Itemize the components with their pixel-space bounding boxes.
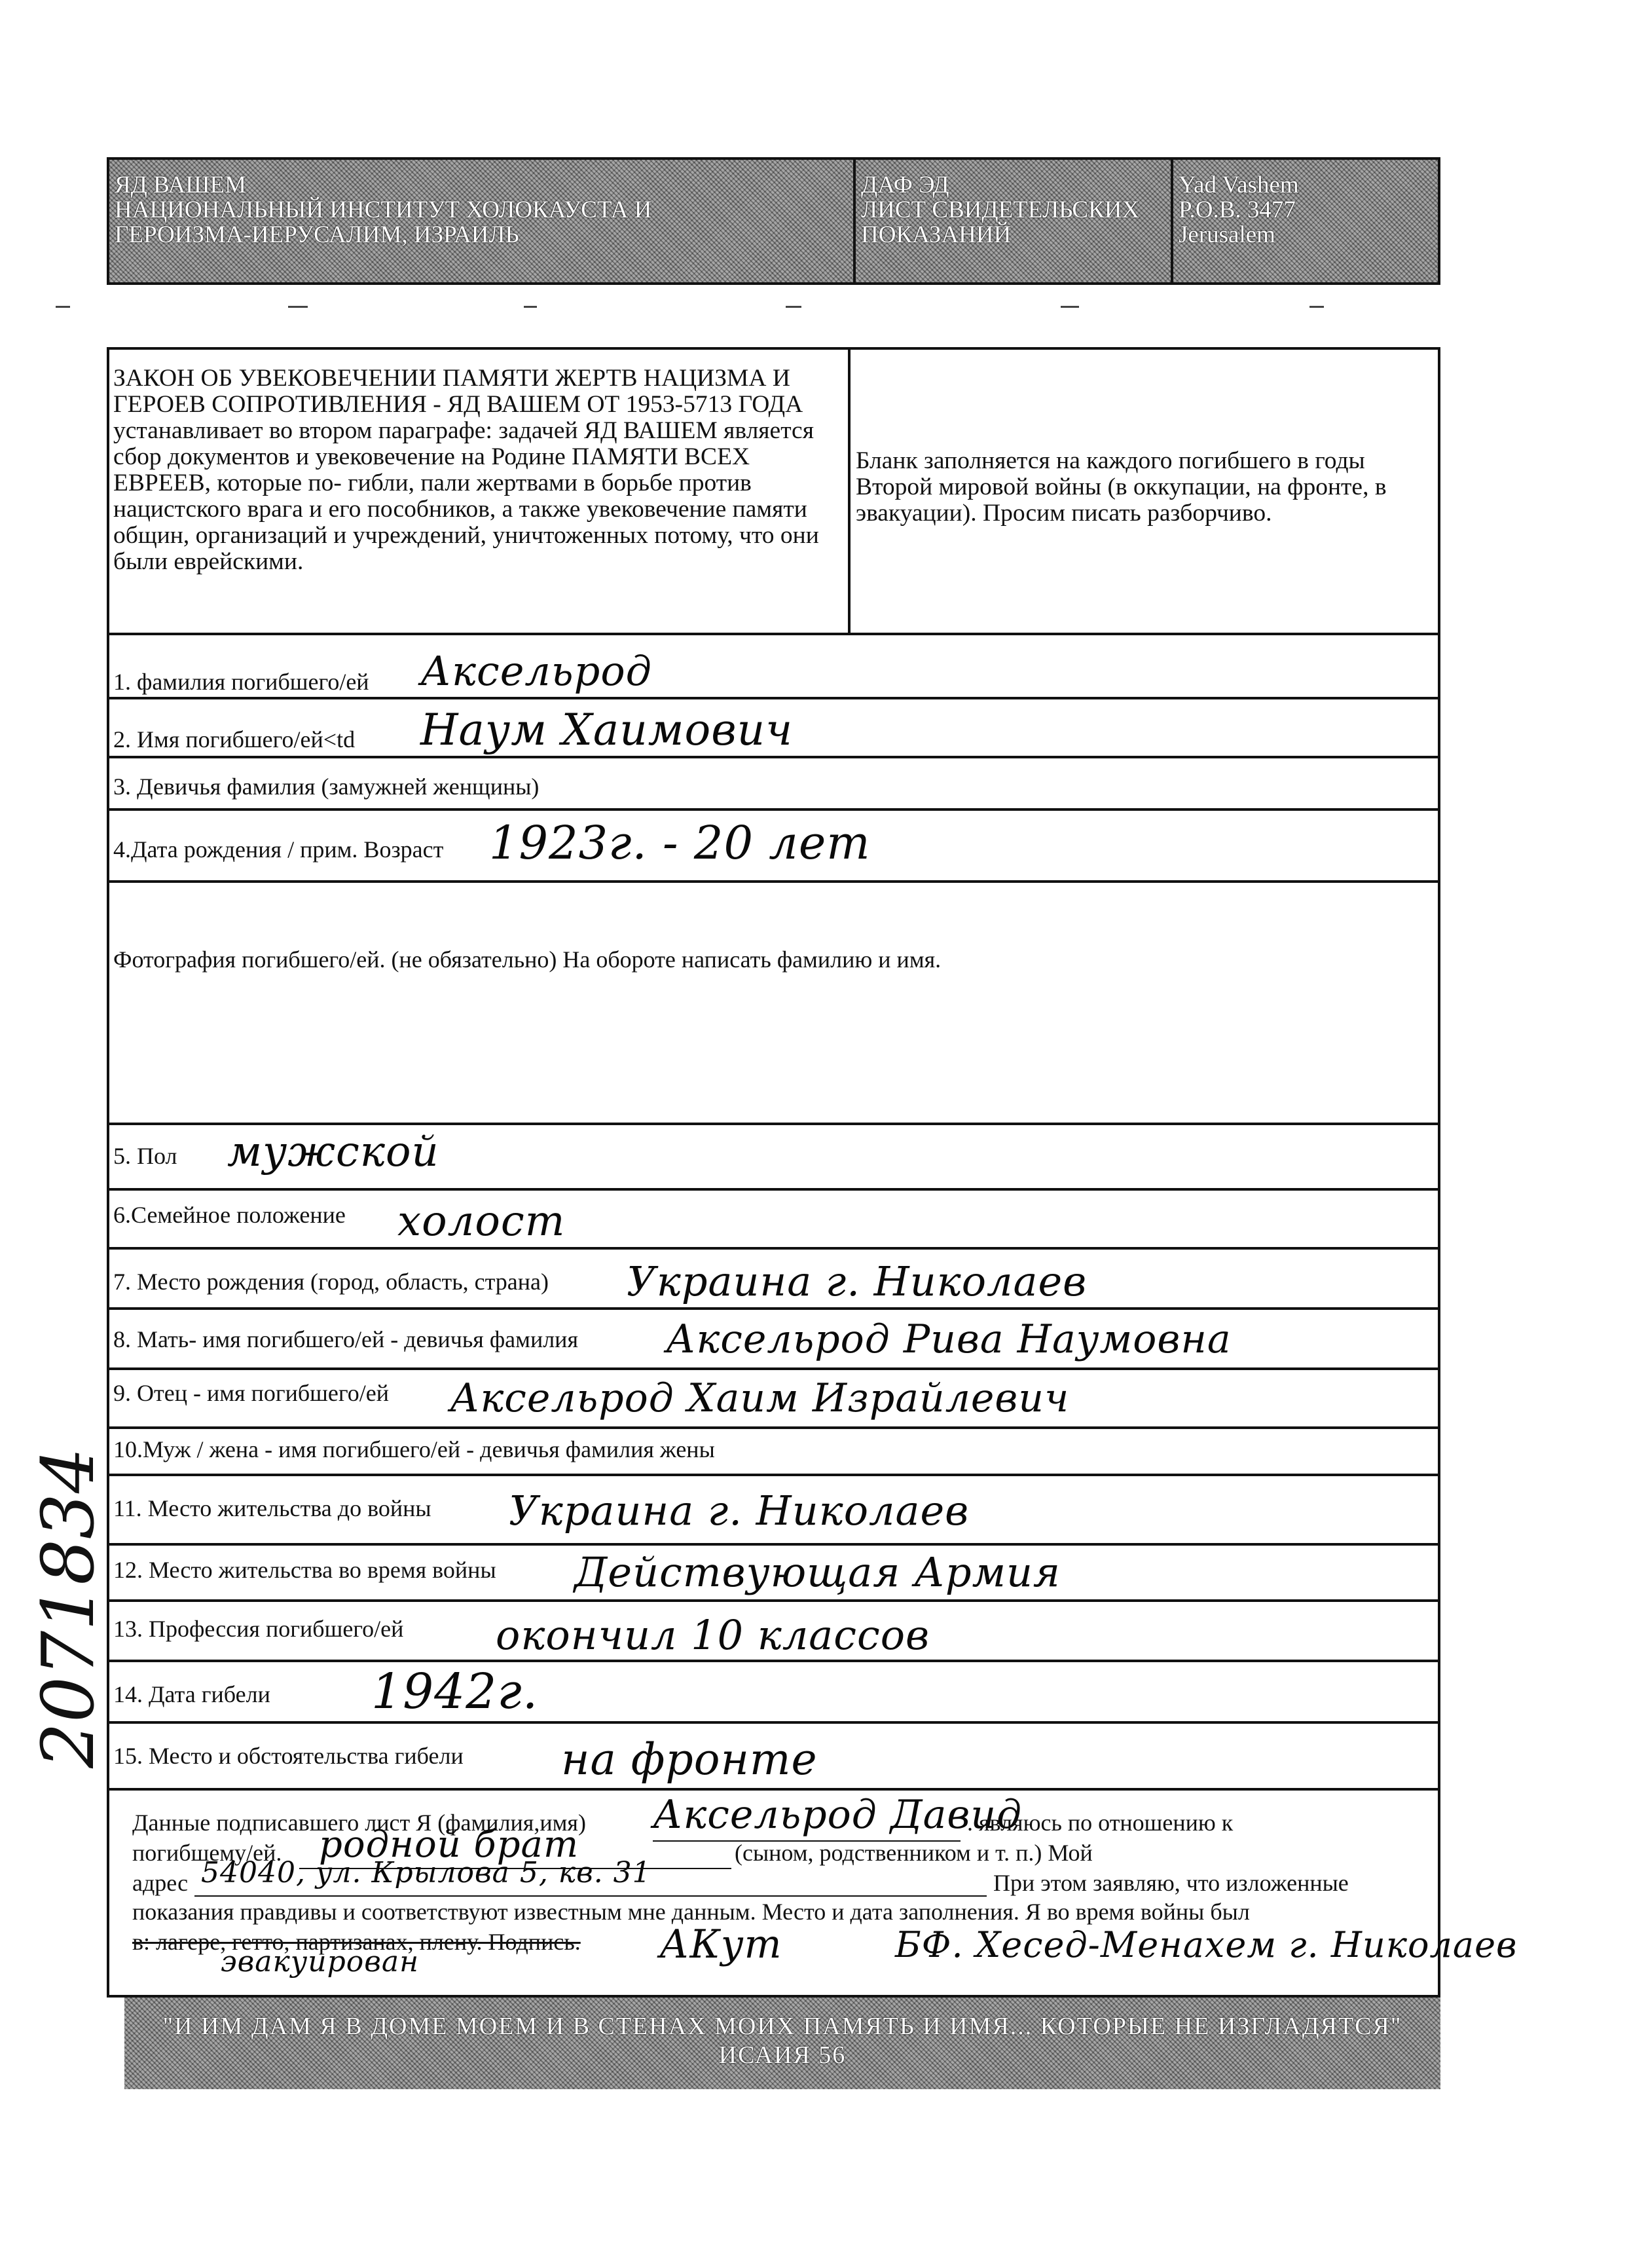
archive-number: 2071834 bbox=[26, 1447, 110, 1768]
testimony-form bbox=[107, 347, 1518, 1998]
field-label: 7. Место рождения (город, область, страна) bbox=[113, 1269, 549, 1295]
field-label: 4.Дата рождения / прим. Возраст bbox=[113, 836, 444, 863]
submitter-text: показания правдивы и соответствуют известным мне данным. Место и дата заполнения. Я во время войны был bbox=[132, 1899, 1250, 1925]
header-line: ЛИСТ СВИДЕТЕЛЬСКИХ bbox=[861, 196, 1140, 223]
handwritten-value: окончил 10 классов bbox=[496, 1611, 930, 1659]
header-line: ЯД ВАШЕМ bbox=[115, 172, 247, 198]
underline bbox=[194, 1895, 987, 1897]
field-father bbox=[109, 1367, 1438, 1426]
handwritten-value: Украина г. Николаев bbox=[509, 1487, 970, 1534]
field-death-date bbox=[109, 1660, 1438, 1721]
submitter-text: При этом заявляю, что изложенные bbox=[993, 1870, 1349, 1896]
field-label: 1. фамилия погибшего/ей bbox=[113, 669, 369, 695]
field-surname bbox=[109, 633, 1438, 697]
scan-mark bbox=[524, 306, 537, 308]
field-residence-before-war bbox=[109, 1474, 1438, 1543]
field-label: 12. Место жительства во время войны bbox=[113, 1557, 496, 1583]
submitter-note: эвакуирован bbox=[221, 1945, 420, 1979]
field-label: 9. Отец - имя погибшего/ей bbox=[113, 1380, 389, 1406]
header-institute bbox=[109, 160, 856, 282]
field-mother bbox=[109, 1307, 1438, 1367]
organization-stamp: БФ. Хесед-Менахем г. Николаев bbox=[895, 1924, 1518, 1965]
field-birthplace bbox=[109, 1247, 1438, 1307]
header-line: ГЕРОИЗМА-ИЕРУСАЛИМ, ИЗРАИЛЬ bbox=[115, 221, 519, 248]
footer-quote: "И ИМ ДАМ Я В ДОМЕ МОЕМ И В СТЕНАХ МОИХ ПАМЯТЬ И ИМЯ... КОТОРЫЕ НЕ ИЗГЛАДЯТСЯ" ИСАИЯ 56 bbox=[124, 1998, 1440, 2089]
header-line: ПОКАЗАНИЙ bbox=[861, 221, 1012, 248]
signature: АКут bbox=[659, 1922, 782, 1967]
scan-mark bbox=[1061, 306, 1079, 308]
submitter-text: Данные подписавшего лист Я (фамилия,имя) bbox=[132, 1810, 586, 1836]
submitter-text: в: лагере, гетто, партизанах, плену. Подпись. bbox=[132, 1929, 581, 1955]
law-text: ЗАКОН ОБ УВЕКОВЕЧЕНИИ ПАМЯТИ ЖЕРТВ НАЦИЗМА И ГЕРОЕВ СОПРОТИВЛЕНИЯ - ЯД ВАШЕМ ОТ 1953-5713 ГОДА устанавливает во втором параграфе: задачей ЯД ВАШЕМ является сбор документов и увековечение на Родине ПАМЯТИ ВСЕХ ЕВРЕЕВ, которые по- гибли, пали жертвами в борьбе против нацистского врага и его пособников, а также увековечение памяти общин, организаций и учреждений, уничтоженных потому, что они были еврейскими. bbox=[109, 350, 851, 633]
field-death-place bbox=[109, 1721, 1438, 1788]
field-first-name bbox=[109, 697, 1438, 756]
field-birth-date bbox=[109, 808, 1438, 880]
handwritten-value: Наум Хаимович bbox=[420, 705, 794, 755]
scan-mark bbox=[786, 306, 801, 308]
handwritten-value: на фронте bbox=[561, 1734, 818, 1785]
header-line: P.O.B. 3477 bbox=[1179, 196, 1296, 223]
scan-mark bbox=[56, 306, 70, 308]
header-line: ДАФ ЭД bbox=[861, 172, 949, 198]
field-label: 8. Мать- имя погибшего/ей - девичья фамилия bbox=[113, 1326, 578, 1352]
field-label: 2. Имя погибшего/ей<td bbox=[113, 726, 356, 753]
field-residence-during-war bbox=[109, 1543, 1438, 1599]
submitter-text: адрес bbox=[132, 1870, 189, 1896]
handwritten-value: Аксельрод bbox=[420, 647, 652, 695]
header-line: НАЦИОНАЛЬНЫЙ ИНСТИТУТ ХОЛОКАУСТА И bbox=[115, 196, 652, 223]
field-maiden-name bbox=[109, 756, 1438, 808]
form-header bbox=[107, 157, 1440, 285]
submitter-text: . являюсь по отношению к bbox=[967, 1810, 1234, 1836]
header-line: Yad Vashem bbox=[1179, 172, 1299, 198]
header-form-title bbox=[856, 160, 1173, 282]
field-label: 11. Место жительства до войны bbox=[113, 1495, 431, 1521]
header-address bbox=[1173, 160, 1438, 282]
scan-mark bbox=[288, 306, 308, 308]
field-profession bbox=[109, 1599, 1438, 1660]
instructions-text: Бланк заполняется на каждого погибшего в годы Второй мировой войны (в оккупации, на фронте, в эвакуации). Просим писать разборчиво. bbox=[856, 447, 1387, 527]
handwritten-value: мужской bbox=[227, 1128, 439, 1176]
field-label: 10.Муж / жена - имя погибшего/ей - девичья фамилия жены bbox=[113, 1436, 715, 1462]
submitter-relation: родной брат bbox=[319, 1823, 579, 1866]
handwritten-value: Украина г. Николаев bbox=[627, 1257, 1088, 1305]
field-label: 5. Пол bbox=[113, 1143, 177, 1169]
handwritten-value: Аксельрод Хаим Израйлевич bbox=[450, 1375, 1070, 1421]
field-photo bbox=[109, 880, 1438, 1123]
field-label: 3. Девичья фамилия (замужней женщины) bbox=[113, 773, 540, 800]
field-label: 15. Место и обстоятельства гибели bbox=[113, 1743, 464, 1769]
handwritten-value: Действующая Армия bbox=[574, 1548, 1061, 1596]
field-marital-status bbox=[109, 1188, 1438, 1247]
field-label: 14. Дата гибели bbox=[113, 1681, 270, 1707]
handwritten-value: 1942г. bbox=[371, 1664, 539, 1720]
submitter-text: (сыном, родственником и т. п.) Мой bbox=[735, 1840, 1093, 1866]
field-sex bbox=[109, 1123, 1438, 1188]
scan-mark bbox=[1309, 306, 1324, 308]
field-label: Фотография погибшего/ей. (не обязательно) На обороте написать фамилию и имя. bbox=[113, 946, 942, 973]
handwritten-value: холост bbox=[397, 1197, 566, 1246]
submitter-section bbox=[109, 1788, 1518, 2000]
field-label: 13. Профессия погибшего/ей bbox=[113, 1616, 404, 1642]
submitter-name: Аксельрод Давид bbox=[653, 1792, 1023, 1838]
submitter-text: погибшему/ей. bbox=[132, 1840, 282, 1866]
handwritten-value: 1923г. - 20 лет bbox=[489, 816, 871, 870]
submitter-address: 54040, ул. Крылова 5, кв. 31 bbox=[201, 1856, 651, 1889]
handwritten-value: Аксельрод Рива Наумовна bbox=[666, 1316, 1232, 1362]
header-line: Jerusalem bbox=[1179, 221, 1275, 248]
field-label: 6.Семейное положение bbox=[113, 1202, 346, 1228]
field-spouse bbox=[109, 1426, 1438, 1474]
